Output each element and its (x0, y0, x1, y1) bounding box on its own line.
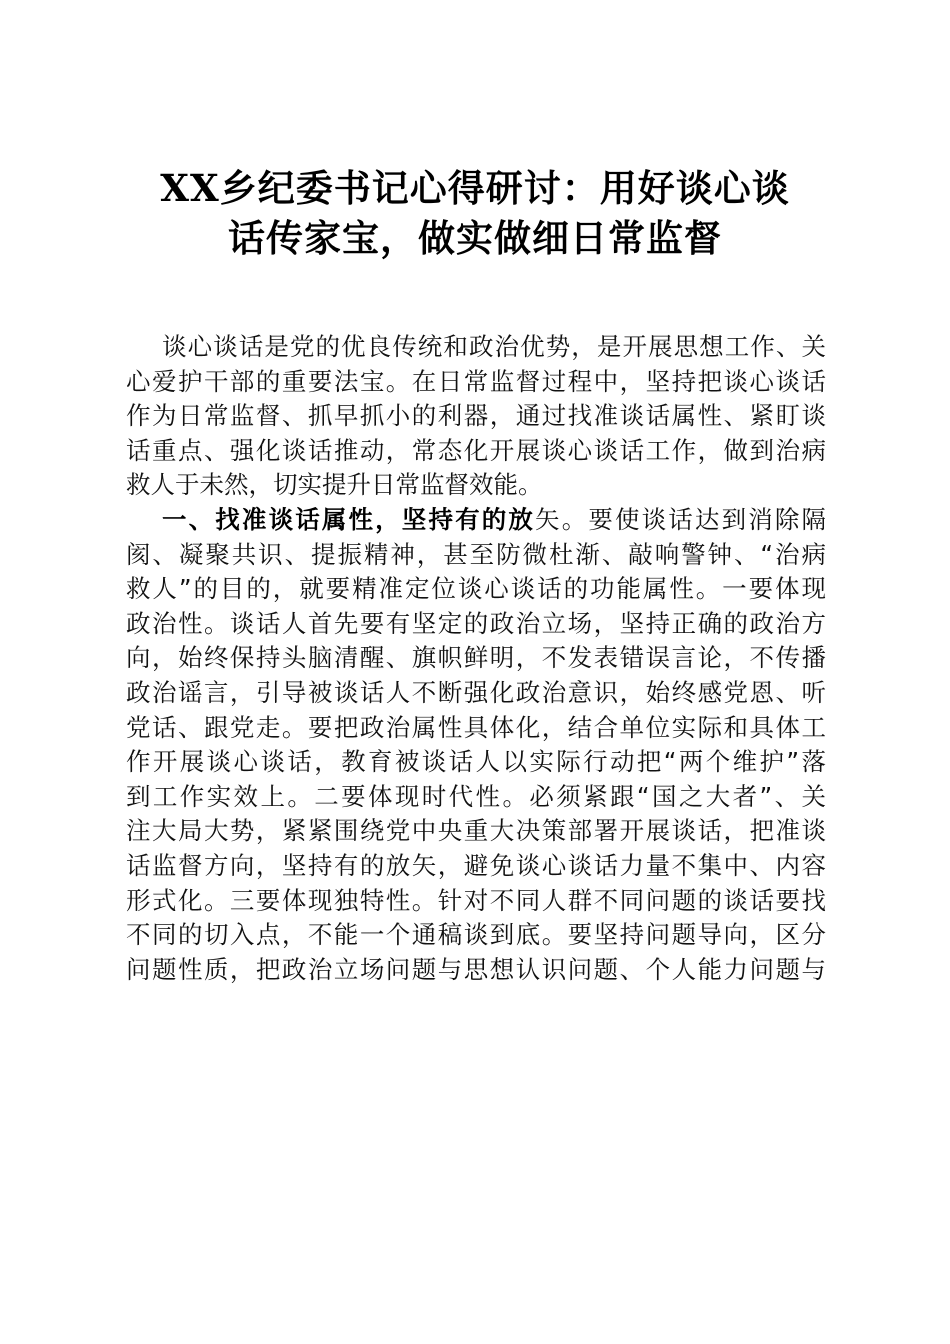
document-body (126, 330, 826, 987)
text-line: 救人于未然，切实提升日常监督效能。 (126, 470, 543, 500)
title-line: XX乡纪委书记心得研讨：用好谈心谈 (160, 166, 790, 210)
text-line: 不同的切入点，不能一个通稿谈到底。要坚持问题导向，区分 (126, 920, 826, 950)
text-line (126, 503, 826, 538)
paragraph-intro (126, 330, 826, 503)
section-heading: 一、找准谈话属性，坚持有的放 (162, 504, 536, 534)
text-line: 问题性质，把政治立场问题与思想认识问题、个人能力问题与 (126, 954, 826, 984)
text-line: 注大局大势，紧紧围绕党中央重大决策部署开展谈话，把准谈 (126, 816, 826, 846)
text-line: 谈心谈话是党的优良传统和政治优势，是开展思想工作、关 (162, 332, 826, 361)
text-line: 作为日常监督、抓早抓小的利器，通过找准谈话属性、紧盯谈 (126, 401, 826, 431)
text-line: 向，始终保持头脑清醒、旗帜鲜明，不发表错误言论，不传播 (126, 643, 826, 673)
paragraph-section-one (126, 503, 826, 987)
section-heading-continuation: 矢。要使谈话达到消除隔 (535, 504, 827, 534)
text-line: 作开展谈心谈话，教育被谈话人以实际行动把“两个维护”落 (126, 747, 826, 777)
document-title (100, 163, 850, 263)
text-line: 到工作实效上。二要体现时代性。必须紧跟“国之大者”、关 (126, 781, 826, 811)
text-line: 话重点、强化谈话推动，常态化开展谈心谈话工作，做到治病 (126, 435, 826, 465)
text-line: 心爱护干部的重要法宝。在日常监督过程中，坚持把谈心谈话 (126, 366, 826, 396)
text-line: 话监督方向，坚持有的放矢，避免谈心谈话力量不集中、内容 (126, 850, 826, 880)
text-line: 政治谣言，引导被谈话人不断强化政治意识，始终感党恩、听 (126, 677, 826, 707)
text-line: 党话、跟党走。要把政治属性具体化，结合单位实际和具体工 (126, 712, 826, 742)
text-line: 政治性。谈话人首先要有坚定的政治立场，坚持正确的政治方 (126, 608, 826, 638)
title-line: 话传家宝，做实做细日常监督 (228, 216, 722, 260)
text-line: 救人”的目的，就要精准定位谈心谈话的功能属性。一要体现 (126, 574, 826, 604)
text-line: 形式化。三要体现独特性。针对不同人群不同问题的谈话要找 (126, 885, 826, 915)
text-line: 阂、凝聚共识、提振精神，甚至防微杜渐、敲响警钟、“治病 (126, 539, 826, 569)
